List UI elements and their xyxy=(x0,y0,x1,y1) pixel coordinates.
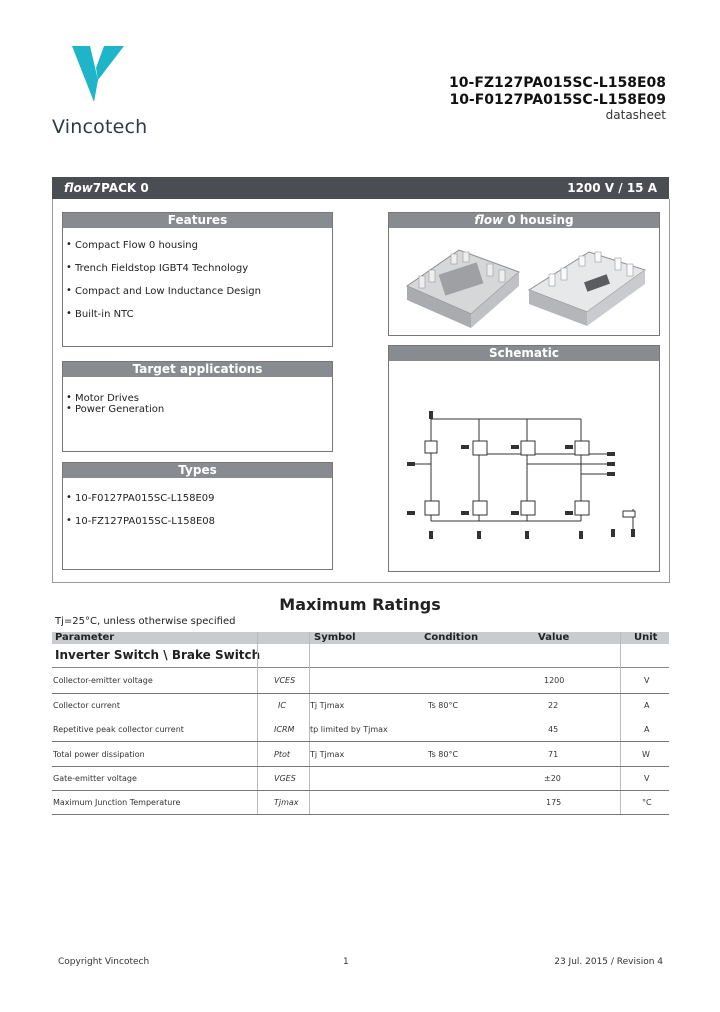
row-value: 71 xyxy=(548,750,559,759)
part-number-1: 10-FZ127PA015SC-L158E08 xyxy=(449,75,666,91)
table-row xyxy=(52,766,669,790)
schematic-title: Schematic xyxy=(389,346,659,361)
module-photo-image xyxy=(389,228,659,334)
list-item: • Built-in NTC xyxy=(65,309,332,320)
row-condition: Tj Tjmax xyxy=(310,701,345,710)
row-unit: W xyxy=(642,750,650,759)
table-row xyxy=(52,693,669,717)
col-parameter: Parameter xyxy=(55,632,115,643)
row-parameter: Total power dissipation xyxy=(53,750,145,759)
features-list xyxy=(65,240,332,320)
list-item: • Motor Drives xyxy=(65,393,332,404)
row-symbol: Tjmax xyxy=(274,798,299,807)
housing-box xyxy=(388,212,660,336)
table-row xyxy=(52,790,669,814)
list-item: • Trench Fieldstop IGBT4 Technology xyxy=(65,263,332,274)
product-rating: 1200 V / 15 A xyxy=(567,181,657,195)
row-condition: Tj Tjmax xyxy=(310,750,345,759)
schematic-box xyxy=(388,345,660,572)
table-row xyxy=(52,717,669,741)
section-row xyxy=(52,645,669,668)
row-parameter: Gate-emitter voltage xyxy=(53,774,137,783)
product-banner xyxy=(52,177,669,199)
logo-text: Vincotech xyxy=(52,116,148,138)
col-value: Value xyxy=(538,632,570,643)
target-title: Target applications xyxy=(63,362,332,377)
list-item: • 10-F0127PA015SC-L158E09 xyxy=(65,493,332,504)
list-item: • Power Generation xyxy=(65,404,332,415)
ratings-condition-note: Tj=25°C, unless otherwise specified xyxy=(55,616,236,627)
row-parameter: Maximum Junction Temperature xyxy=(53,798,181,807)
list-item: • 10-FZ127PA015SC-L158E08 xyxy=(65,516,332,527)
row-condition-2: Ts 80°C xyxy=(428,750,459,759)
row-condition-2: Ts 80°C xyxy=(428,701,459,710)
types-title: Types xyxy=(63,463,332,478)
row-value: ±20 xyxy=(544,774,561,783)
row-parameter: Collector-emitter voltage xyxy=(53,676,153,685)
row-symbol: IC xyxy=(278,701,286,710)
row-unit: A xyxy=(644,725,650,734)
row-parameter: Repetitive peak collector current xyxy=(53,725,184,734)
row-unit: °C xyxy=(642,798,652,807)
footer-copyright: Copyright Vincotech xyxy=(58,957,150,967)
section-title: Inverter Switch \ Brake Switch xyxy=(55,648,261,662)
types-list xyxy=(65,493,332,527)
row-unit: A xyxy=(644,701,650,710)
product-name: flow7PACK 0 xyxy=(64,181,149,195)
features-box xyxy=(62,212,333,347)
features-title: Features xyxy=(63,213,332,228)
row-unit: V xyxy=(644,676,650,685)
ratings-title: Maximum Ratings xyxy=(279,595,441,614)
row-symbol: Ptot xyxy=(274,750,290,759)
divider xyxy=(52,814,669,815)
types-box xyxy=(62,462,333,570)
row-value: 1200 xyxy=(544,676,565,685)
doc-type: datasheet xyxy=(605,108,666,122)
ratings-table-header xyxy=(52,632,669,644)
row-symbol: VGES xyxy=(274,774,296,783)
target-applications-box xyxy=(62,361,333,452)
vincotech-logo-icon xyxy=(72,46,124,102)
row-value: 175 xyxy=(546,798,562,807)
row-symbol: VCES xyxy=(274,676,296,685)
col-condition: Condition xyxy=(424,632,479,643)
row-value: 45 xyxy=(548,725,559,734)
row-symbol: ICRM xyxy=(274,725,295,734)
list-item: • Compact Flow 0 housing xyxy=(65,240,332,251)
footer-page-number: 1 xyxy=(343,957,349,967)
footer-revision: 23 Jul. 2015 / Revision 4 xyxy=(554,957,663,967)
table-row xyxy=(52,668,669,692)
target-list xyxy=(65,393,332,415)
row-unit: V xyxy=(644,774,650,783)
col-unit: Unit xyxy=(634,632,658,643)
housing-title: flow 0 housing xyxy=(389,213,659,228)
table-row xyxy=(52,742,669,766)
row-value: 22 xyxy=(548,701,559,710)
col-symbol: Symbol xyxy=(314,632,356,643)
row-parameter: Collector current xyxy=(53,701,120,710)
row-condition: tp limited by Tjmax xyxy=(310,725,388,734)
circuit-schematic-image xyxy=(389,361,659,570)
list-item: • Compact and Low Inductance Design xyxy=(65,286,332,297)
part-number-2: 10-F0127PA015SC-L158E09 xyxy=(449,92,666,108)
